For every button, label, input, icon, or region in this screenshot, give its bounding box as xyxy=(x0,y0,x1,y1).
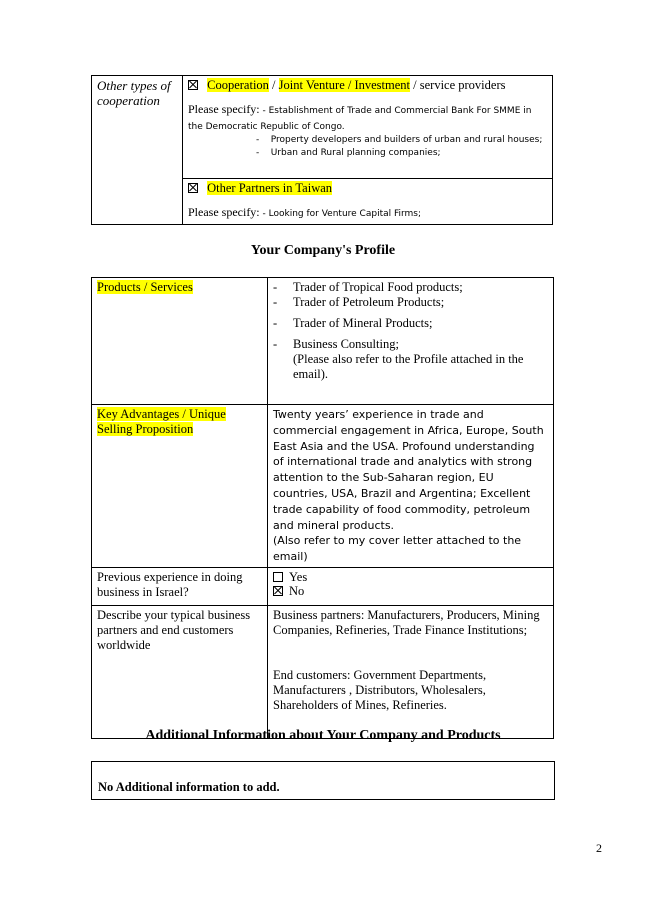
joint-venture-option: Joint Venture / Investment xyxy=(278,78,411,92)
experience-label-cell xyxy=(92,567,268,605)
other-partners-checkbox[interactable] xyxy=(188,183,198,193)
additional-box xyxy=(91,761,555,800)
cooperation-label xyxy=(92,76,183,225)
specify2-label: Please specify: xyxy=(188,205,260,219)
experience-options-cell xyxy=(268,567,554,605)
other-partners-option: Other Partners in Taiwan xyxy=(207,181,333,195)
additional-text: No Additional information to add. xyxy=(98,780,280,794)
other-partners-cell xyxy=(183,179,553,225)
partners-label: Describe your typical business partners and end customers worldwide xyxy=(97,607,251,652)
profile-heading: Your Company's Profile xyxy=(250,243,396,258)
cooperation-option: Cooperation xyxy=(207,78,269,92)
sub-item-developers: - Property developers and builders of urban and rural houses; xyxy=(256,135,543,145)
cooperation-label-text: Other types of cooperation xyxy=(97,78,171,108)
products-label: Products / Services xyxy=(97,280,193,294)
cooperation-options-cell xyxy=(183,76,553,179)
partners-cell xyxy=(268,605,554,738)
advantages-label-1: Key Advantages / Unique xyxy=(97,407,226,421)
sep1: / xyxy=(268,78,279,92)
service-providers-text: / service providers xyxy=(410,78,506,92)
products-cell xyxy=(268,278,554,405)
specify2-text: - Looking for Venture Capital Firms; xyxy=(259,209,422,219)
product-item: - Business Consulting; xyxy=(273,337,399,351)
sub-item-developers-text: Property developers and builders of urban and rural houses; xyxy=(270,135,543,145)
advantages-label-2: Selling Proposition xyxy=(97,422,194,436)
partners-text: Business partners: Manufacturers, Producers, Mining Companies, Refineries, Trade Finance Institutions; xyxy=(273,607,540,637)
advantages-text: Twenty years’ experience in trade and commercial engagement in Africa, Europe, South East Asia and the USA. Profound understanding of international trade and analytics with strong attention to the Sub-Saharan region, EU countries, USA, Brazil and Argentina; Excellent trade capability of food commodity, petroleum and mineral products. xyxy=(273,408,544,532)
products-note: (Please also refer to the Profile attached in the email). xyxy=(293,352,524,381)
product-item: - Trader of Petroleum Products; xyxy=(273,295,445,309)
additional-box-bottom-line xyxy=(91,799,555,800)
yes-checkbox[interactable] xyxy=(273,572,283,582)
specify-label: Please specify: xyxy=(188,102,260,116)
yes-label: Yes xyxy=(289,569,308,584)
customers-text: End customers: Government Departments, Manufacturers , Distributors, Wholesalers, Shareholders of Mines, Refineries. xyxy=(273,667,487,712)
page-number: 2 xyxy=(596,841,602,855)
product-item-text: Trader of Mineral Products; xyxy=(293,316,433,330)
experience-label: Previous experience in doing business in Israel? xyxy=(97,569,243,599)
no-label: No xyxy=(289,583,305,598)
product-item-text: Trader of Tropical Food products; xyxy=(293,280,463,294)
product-item-text: Trader of Petroleum Products; xyxy=(293,295,445,309)
product-item: - Trader of Mineral Products; xyxy=(273,316,433,330)
product-item: - Trader of Tropical Food products; xyxy=(273,280,463,294)
additional-heading: Additional Information about Your Company and Products xyxy=(145,728,501,743)
sub-item-planning-text: Urban and Rural planning companies; xyxy=(270,148,441,158)
advantages-label-cell xyxy=(92,405,268,568)
products-label-cell xyxy=(92,278,268,405)
cooperation-checkbox[interactable] xyxy=(188,80,198,90)
advantages-note: (Also refer to my cover letter attached to the email) xyxy=(273,534,522,564)
sub-item-planning: - Urban and Rural planning companies; xyxy=(256,148,441,158)
specify-text: - Establishment of Trade and Commercial Bank For SMME in the Democratic Republic of Congo. xyxy=(188,106,532,132)
partners-label-cell xyxy=(92,605,268,738)
no-checkbox[interactable] xyxy=(273,586,283,596)
advantages-cell xyxy=(268,405,554,568)
product-item-text: Business Consulting; xyxy=(293,337,399,351)
cooperation-table xyxy=(91,75,553,225)
profile-table xyxy=(91,277,554,739)
